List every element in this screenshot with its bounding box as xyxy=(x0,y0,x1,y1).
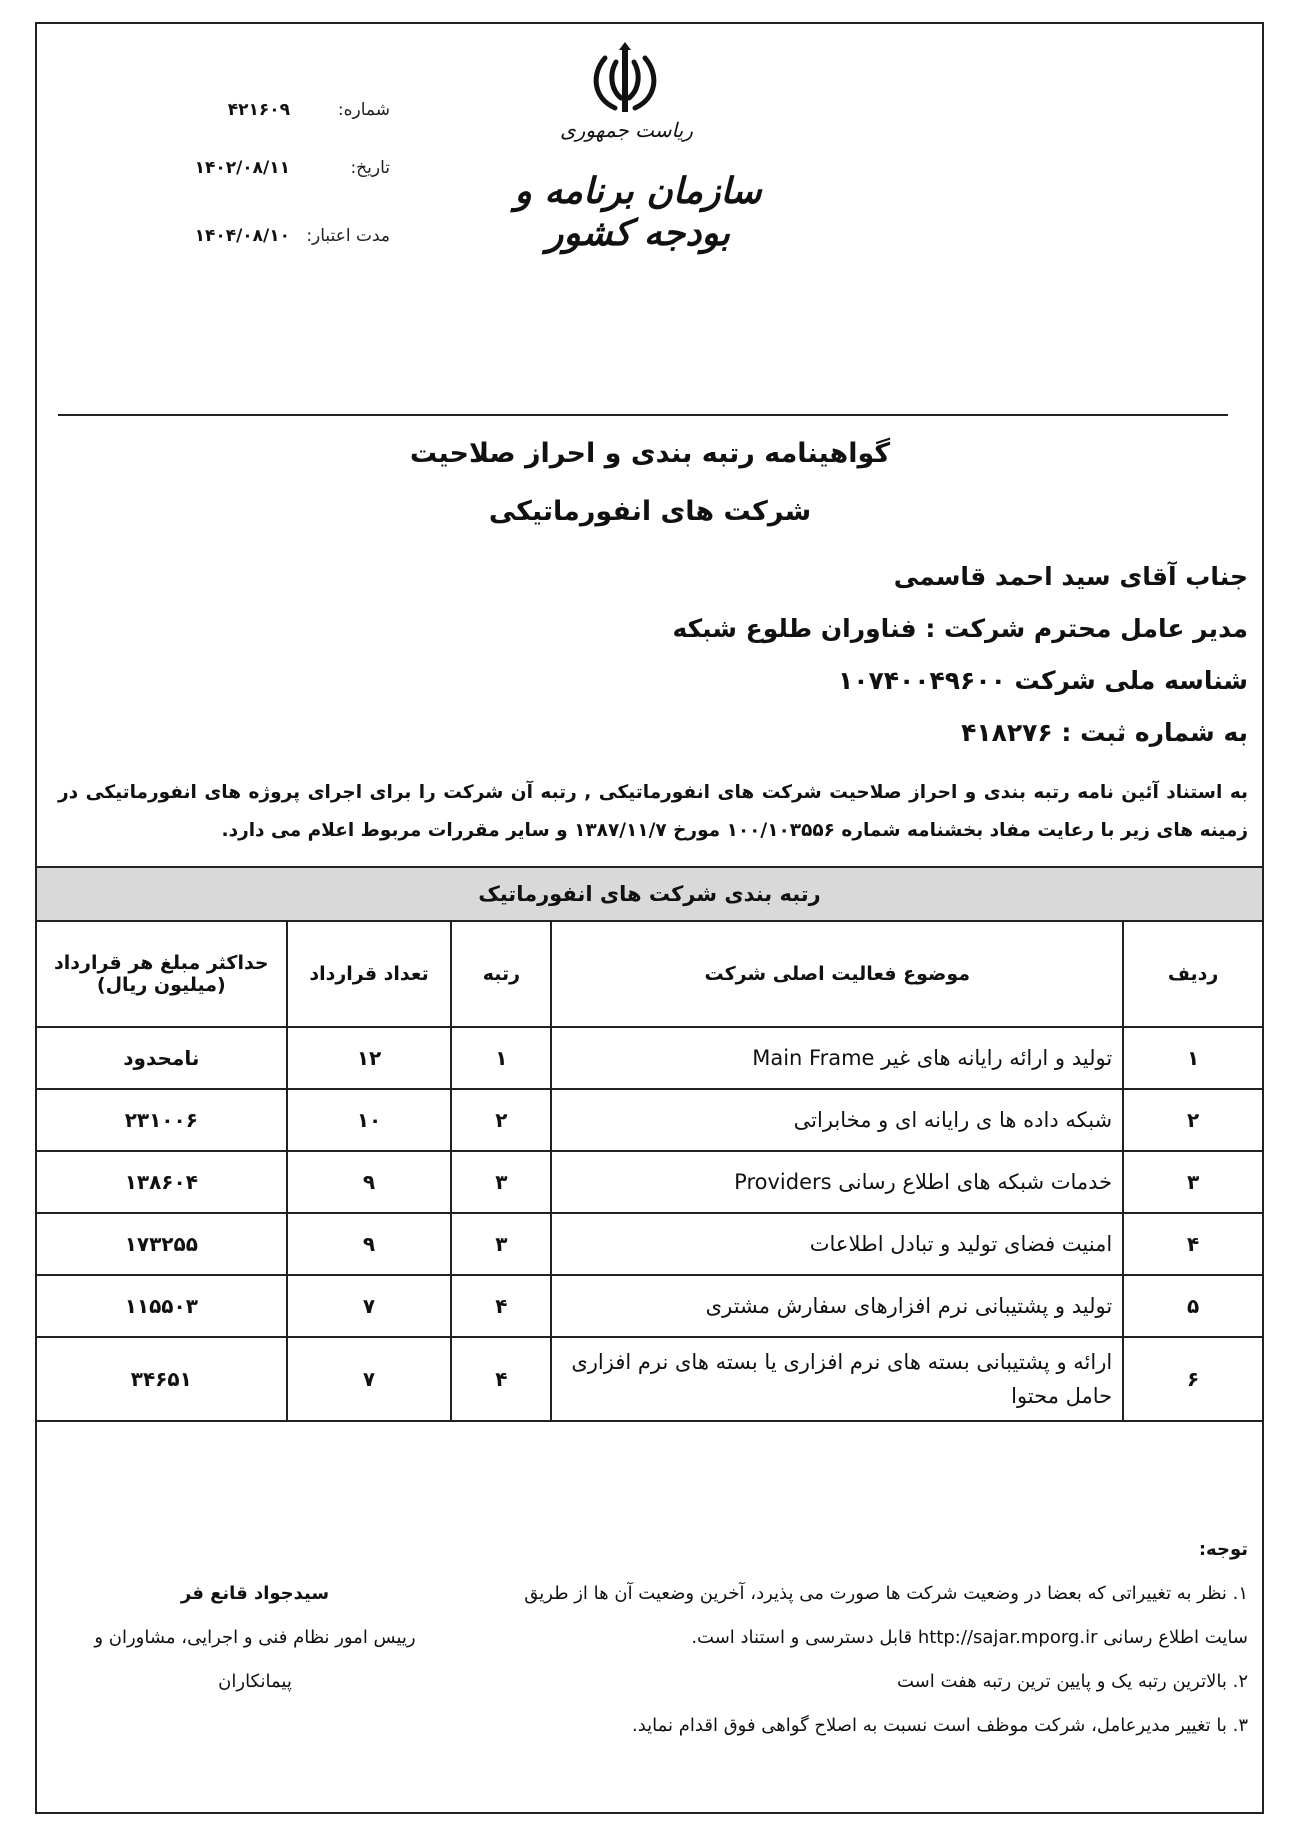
iran-emblem-icon xyxy=(585,40,665,120)
registration-number: به شماره ثبت : ۴۱۸۲۷۶ xyxy=(961,718,1248,747)
cell-row: ۶ xyxy=(1123,1337,1263,1421)
cell-max: نامحدود xyxy=(36,1027,287,1089)
cell-grade: ۱ xyxy=(451,1027,551,1089)
cell-count: ۱۲ xyxy=(287,1027,452,1089)
certificate-subtitle: شرکت های انفورماتیکی xyxy=(488,496,812,527)
cell-grade: ۴ xyxy=(451,1275,551,1337)
cell-row: ۱ xyxy=(1123,1027,1263,1089)
table-row xyxy=(36,1089,1263,1151)
cell-max: ۳۴۶۵۱ xyxy=(36,1337,287,1421)
cell-subject: شبکه داده ها ی رایانه ای و مخابراتی xyxy=(551,1089,1123,1151)
cell-subject: امنیت فضای تولید و تبادل اطلاعات xyxy=(551,1213,1123,1275)
national-id: شناسه ملی شرکت ۱۰۷۴۰۰۴۹۶۰۰ xyxy=(837,666,1248,695)
intro-paragraph: به استناد آئین نامه رتبه بندی و احراز صلاحیت شرکت های انفورماتیکی , رتبه آن شرکت را برای اجرای پروژه های انفورماتیکی در زمینه های زیر با رعایت مفاد بخشنامه شماره ۱۰۰/۱۰۳۵۵۶ مورخ ۱۳۸۷/۱۱/۷ و سایر مقررات مربوط اعلام می دارد. xyxy=(58,782,1248,841)
cell-max: ۱۱۵۵۰۳ xyxy=(36,1275,287,1337)
date-value: ۱۴۰۲/۰۸/۱۱ xyxy=(194,158,290,178)
cell-max: ۱۳۸۶۰۴ xyxy=(36,1151,287,1213)
header-subject: موضوع فعالیت اصلی شرکت xyxy=(551,921,1123,1027)
table-row xyxy=(36,1275,1263,1337)
cell-grade: ۴ xyxy=(451,1337,551,1421)
cell-subject: خدمات شبکه های اطلاع رسانی Providers xyxy=(551,1151,1123,1213)
cell-count: ۷ xyxy=(287,1337,452,1421)
cell-count: ۹ xyxy=(287,1213,452,1275)
org-name: سازمان برنامه و بودجه کشور xyxy=(514,170,762,254)
org-top-text: ریاست جمهوری xyxy=(560,118,693,142)
date-label: تاریخ: xyxy=(350,158,390,178)
notes-heading: توجه: xyxy=(1198,1539,1248,1560)
note-3: ۳. با تغییر مدیرعامل، شرکت موظف است نسبت به اصلاح گواهی فوق اقدام نماید. xyxy=(631,1715,1248,1736)
cell-subject: تولید و ارائه رایانه های غیر Main Frame xyxy=(551,1027,1123,1089)
certificate-title: گواهینامه رتبه بندی و احراز صلاحیت xyxy=(409,438,891,469)
cell-grade: ۳ xyxy=(451,1151,551,1213)
grade-table xyxy=(35,866,1264,1422)
cell-count: ۷ xyxy=(287,1275,452,1337)
table-row xyxy=(36,1213,1263,1275)
cell-max: ۱۷۳۲۵۵ xyxy=(36,1213,287,1275)
signature-block xyxy=(75,1572,435,1704)
header-max-amount xyxy=(36,921,287,1027)
cell-row: ۲ xyxy=(1123,1089,1263,1151)
cell-grade: ۳ xyxy=(451,1213,551,1275)
note-2: ۲. بالاترین رتبه یک و پایین ترین رتبه هفت است xyxy=(896,1671,1248,1692)
header-count: تعداد قرارداد xyxy=(287,921,452,1027)
cell-row: ۵ xyxy=(1123,1275,1263,1337)
notes-block xyxy=(478,1528,1248,1748)
signatory-title: رییس امور نظام فنی و اجرایی، مشاوران و پیمانکاران xyxy=(94,1627,416,1692)
table-header-row xyxy=(36,921,1263,1027)
cell-subject: تولید و پشتیبانی نرم افزارهای سفارش مشتری xyxy=(551,1275,1123,1337)
validity-label: مدت اعتبار: xyxy=(306,226,390,246)
cell-count: ۱۰ xyxy=(287,1089,452,1151)
cell-grade: ۲ xyxy=(451,1089,551,1151)
cell-row: ۳ xyxy=(1123,1151,1263,1213)
header-row: ردیف xyxy=(1123,921,1263,1027)
table-row xyxy=(36,1151,1263,1213)
number-label: شماره: xyxy=(337,100,390,120)
cell-subject: ارائه و پشتیبانی بسته های نرم افزاری یا بسته های نرم افزاری حامل محتوا xyxy=(551,1337,1123,1421)
cell-max: ۲۳۱۰۰۶ xyxy=(36,1089,287,1151)
validity-value: ۱۴۰۴/۰۸/۱۰ xyxy=(194,226,290,246)
header-grade: رتبه xyxy=(451,921,551,1027)
note-1: ۱. نظر به تغییراتی که بعضا در وضعیت شرکت ها صورت می پذیرد، آخرین وضعیت آن ها از طریق سایت اطلاع رسانی http://sajar.mporg.ir قابل دسترسی و استناد است. xyxy=(524,1583,1248,1648)
table-row xyxy=(36,1027,1263,1089)
addressee-name: جناب آقای سید احمد قاسمی xyxy=(893,562,1248,591)
header-max-amount-line2: (میلیون ریال) xyxy=(96,974,226,996)
header-divider xyxy=(58,414,1228,416)
table-row xyxy=(36,1337,1263,1421)
header-max-amount-line1: حداکثر مبلغ هر قرارداد xyxy=(54,952,269,974)
number-value: ۴۲۱۶۰۹ xyxy=(227,100,290,120)
addressee-company: مدیر عامل محترم شرکت : فناوران طلوع شبکه xyxy=(672,614,1248,643)
table-caption: رتبه بندی شرکت های انفورماتیک xyxy=(36,867,1263,921)
signatory-name: سیدجواد قانع فر xyxy=(180,1583,330,1604)
cell-count: ۹ xyxy=(287,1151,452,1213)
cell-row: ۴ xyxy=(1123,1213,1263,1275)
